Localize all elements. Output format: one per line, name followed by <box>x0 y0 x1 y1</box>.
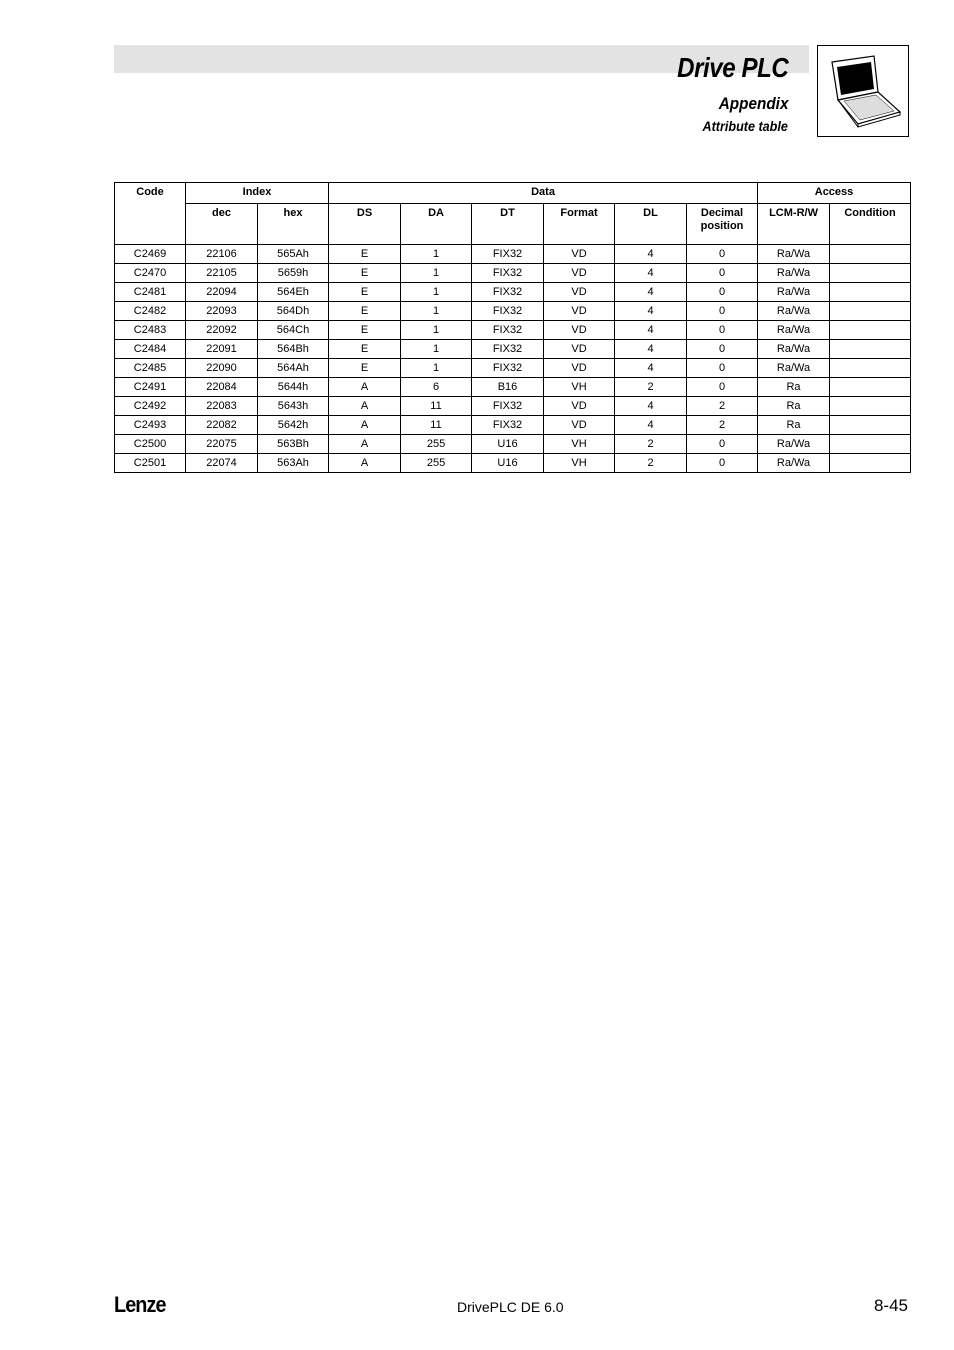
cell-hex: 5644h <box>258 378 329 397</box>
cell-hex: 564Ah <box>258 359 329 378</box>
cell-dl: 4 <box>615 264 687 283</box>
cell-ds: A <box>329 378 401 397</box>
cell-decimal-position: 0 <box>687 283 758 302</box>
table-row <box>115 245 911 264</box>
header-ds: DS <box>329 204 401 245</box>
cell-lcm-rw: Ra/Wa <box>758 321 830 340</box>
header-code: Code <box>115 183 186 245</box>
cell-da: 6 <box>401 378 472 397</box>
cell-hex: 564Dh <box>258 302 329 321</box>
cell-dt: B16 <box>472 378 544 397</box>
cell-condition <box>830 454 911 473</box>
cell-dl: 4 <box>615 302 687 321</box>
cell-lcm-rw: Ra <box>758 378 830 397</box>
cell-da: 11 <box>401 416 472 435</box>
cell-condition <box>830 283 911 302</box>
cell-lcm-rw: Ra/Wa <box>758 435 830 454</box>
cell-format: VD <box>544 416 615 435</box>
cell-ds: A <box>329 435 401 454</box>
attribute-table <box>114 182 911 473</box>
cell-hex: 563Bh <box>258 435 329 454</box>
cell-hex: 564Eh <box>258 283 329 302</box>
cell-da: 1 <box>401 283 472 302</box>
cell-lcm-rw: Ra/Wa <box>758 359 830 378</box>
cell-dec: 22093 <box>186 302 258 321</box>
header-lcm-rw: LCM-R/W <box>758 204 830 245</box>
cell-dec: 22094 <box>186 283 258 302</box>
subsection-title: Attribute table <box>702 118 788 134</box>
cell-code: C2470 <box>115 264 186 283</box>
cell-ds: A <box>329 397 401 416</box>
header-format: Format <box>544 204 615 245</box>
cell-format: VH <box>544 454 615 473</box>
page-number: 8-45 <box>873 1296 908 1315</box>
cell-format: VD <box>544 340 615 359</box>
cell-decimal-position: 0 <box>687 321 758 340</box>
cell-dec: 22084 <box>186 378 258 397</box>
cell-code: C2469 <box>115 245 186 264</box>
cell-dt: FIX32 <box>472 264 544 283</box>
cell-decimal-position: 0 <box>687 359 758 378</box>
header-index: Index <box>186 183 329 204</box>
cell-ds: A <box>329 416 401 435</box>
header-data: Data <box>329 183 758 204</box>
cell-decimal-position: 0 <box>687 340 758 359</box>
cell-dt: FIX32 <box>472 340 544 359</box>
cell-code: C2485 <box>115 359 186 378</box>
header-dl: DL <box>615 204 687 245</box>
cell-format: VH <box>544 378 615 397</box>
cell-ds: E <box>329 359 401 378</box>
cell-dt: FIX32 <box>472 245 544 264</box>
cell-dt: FIX32 <box>472 416 544 435</box>
cell-dl: 4 <box>615 359 687 378</box>
cell-dt: U16 <box>472 454 544 473</box>
cell-code: C2482 <box>115 302 186 321</box>
cell-format: VD <box>544 359 615 378</box>
cell-dt: U16 <box>472 435 544 454</box>
cell-dl: 4 <box>615 283 687 302</box>
cell-hex: 5642h <box>258 416 329 435</box>
cell-hex: 563Ah <box>258 454 329 473</box>
cell-ds: E <box>329 245 401 264</box>
table-row <box>115 283 911 302</box>
cell-lcm-rw: Ra/Wa <box>758 340 830 359</box>
cell-dec: 22106 <box>186 245 258 264</box>
cell-ds: E <box>329 264 401 283</box>
cell-lcm-rw: Ra/Wa <box>758 283 830 302</box>
cell-da: 1 <box>401 264 472 283</box>
lenze-logo: Lenze <box>114 1292 166 1317</box>
header-decimal-position: Decimal position <box>687 204 758 245</box>
cell-dec: 22082 <box>186 416 258 435</box>
header-da: DA <box>401 204 472 245</box>
cell-decimal-position: 0 <box>687 454 758 473</box>
cell-lcm-rw: Ra/Wa <box>758 302 830 321</box>
table-row <box>115 340 911 359</box>
table-row <box>115 302 911 321</box>
cell-condition <box>830 264 911 283</box>
cell-condition <box>830 340 911 359</box>
cell-format: VH <box>544 435 615 454</box>
cell-decimal-position: 0 <box>687 245 758 264</box>
table-row <box>115 359 911 378</box>
cell-ds: A <box>329 454 401 473</box>
cell-ds: E <box>329 321 401 340</box>
table-row <box>115 397 911 416</box>
cell-format: VD <box>544 321 615 340</box>
cell-dt: FIX32 <box>472 302 544 321</box>
cell-hex: 564Bh <box>258 340 329 359</box>
laptop-icon <box>817 45 909 137</box>
header-dt: DT <box>472 204 544 245</box>
cell-code: C2493 <box>115 416 186 435</box>
cell-dl: 4 <box>615 416 687 435</box>
cell-code: C2483 <box>115 321 186 340</box>
cell-dec: 22090 <box>186 359 258 378</box>
cell-dec: 22083 <box>186 397 258 416</box>
cell-dl: 4 <box>615 321 687 340</box>
cell-dt: FIX32 <box>472 397 544 416</box>
page-title: Drive PLC <box>676 52 788 83</box>
cell-dec: 22092 <box>186 321 258 340</box>
cell-condition <box>830 435 911 454</box>
section-title: Appendix <box>718 94 788 113</box>
cell-hex: 5643h <box>258 397 329 416</box>
cell-da: 255 <box>401 435 472 454</box>
table-row <box>115 416 911 435</box>
cell-dl: 4 <box>615 245 687 264</box>
cell-lcm-rw: Ra <box>758 416 830 435</box>
table-row <box>115 435 911 454</box>
cell-condition <box>830 397 911 416</box>
cell-condition <box>830 245 911 264</box>
cell-da: 1 <box>401 340 472 359</box>
cell-hex: 565Ah <box>258 245 329 264</box>
cell-format: VD <box>544 302 615 321</box>
cell-da: 1 <box>401 321 472 340</box>
cell-dec: 22105 <box>186 264 258 283</box>
cell-dt: FIX32 <box>472 359 544 378</box>
cell-format: VD <box>544 283 615 302</box>
cell-da: 1 <box>401 359 472 378</box>
cell-condition <box>830 378 911 397</box>
cell-decimal-position: 2 <box>687 397 758 416</box>
cell-condition <box>830 416 911 435</box>
cell-dl: 2 <box>615 435 687 454</box>
cell-format: VD <box>544 264 615 283</box>
cell-dl: 4 <box>615 397 687 416</box>
cell-code: C2481 <box>115 283 186 302</box>
cell-lcm-rw: Ra/Wa <box>758 454 830 473</box>
header-condition: Condition <box>830 204 911 245</box>
cell-dl: 2 <box>615 454 687 473</box>
cell-dl: 4 <box>615 340 687 359</box>
cell-lcm-rw: Ra/Wa <box>758 245 830 264</box>
cell-format: VD <box>544 245 615 264</box>
cell-decimal-position: 0 <box>687 378 758 397</box>
cell-code: C2491 <box>115 378 186 397</box>
document-name: DrivePLC DE 6.0 <box>457 1299 564 1315</box>
cell-da: 255 <box>401 454 472 473</box>
cell-dt: FIX32 <box>472 321 544 340</box>
cell-ds: E <box>329 302 401 321</box>
header-access: Access <box>758 183 911 204</box>
cell-code: C2484 <box>115 340 186 359</box>
cell-condition <box>830 302 911 321</box>
cell-dec: 22075 <box>186 435 258 454</box>
cell-dec: 22091 <box>186 340 258 359</box>
cell-ds: E <box>329 340 401 359</box>
cell-code: C2501 <box>115 454 186 473</box>
cell-code: C2492 <box>115 397 186 416</box>
cell-decimal-position: 0 <box>687 435 758 454</box>
cell-decimal-position: 2 <box>687 416 758 435</box>
cell-lcm-rw: Ra/Wa <box>758 264 830 283</box>
cell-ds: E <box>329 283 401 302</box>
cell-dec: 22074 <box>186 454 258 473</box>
cell-lcm-rw: Ra <box>758 397 830 416</box>
cell-hex: 5659h <box>258 264 329 283</box>
header-hex: hex <box>258 204 329 245</box>
cell-da: 1 <box>401 245 472 264</box>
cell-dl: 2 <box>615 378 687 397</box>
table-row <box>115 454 911 473</box>
table-body <box>115 245 911 473</box>
table-row <box>115 321 911 340</box>
cell-condition <box>830 321 911 340</box>
cell-code: C2500 <box>115 435 186 454</box>
cell-condition <box>830 359 911 378</box>
cell-decimal-position: 0 <box>687 264 758 283</box>
cell-da: 1 <box>401 302 472 321</box>
table-row <box>115 264 911 283</box>
header-dec: dec <box>186 204 258 245</box>
cell-format: VD <box>544 397 615 416</box>
cell-da: 11 <box>401 397 472 416</box>
cell-hex: 564Ch <box>258 321 329 340</box>
cell-decimal-position: 0 <box>687 302 758 321</box>
table-row <box>115 378 911 397</box>
cell-dt: FIX32 <box>472 283 544 302</box>
